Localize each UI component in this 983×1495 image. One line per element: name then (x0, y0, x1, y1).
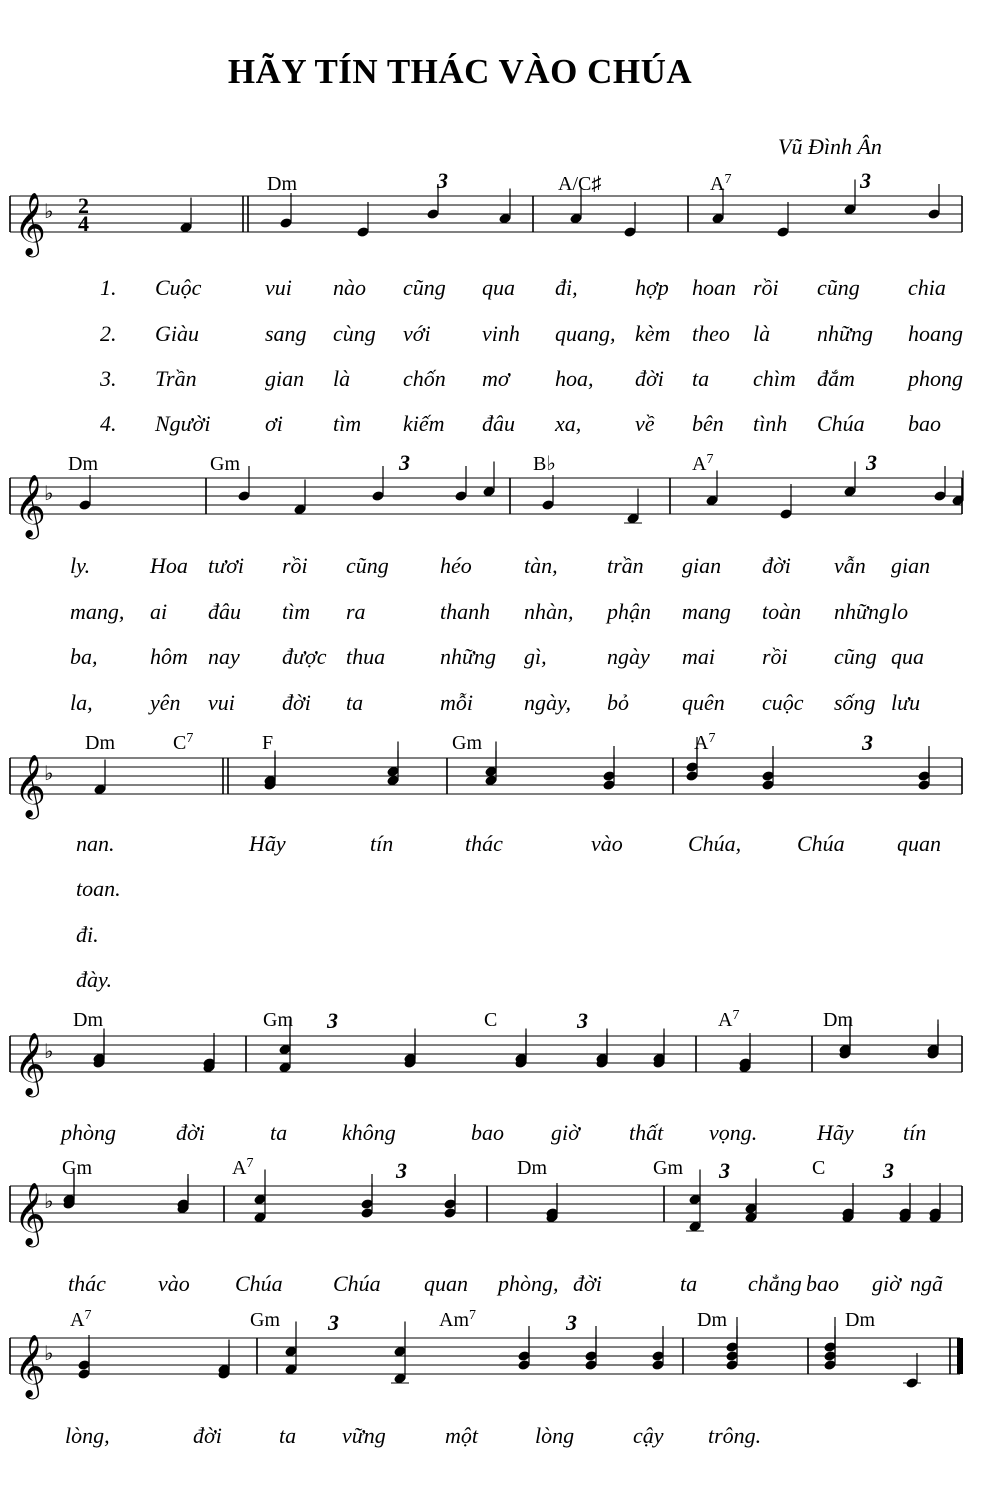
tuplet-number: 3 (866, 450, 877, 475)
lyric-syllable: theo (692, 321, 730, 346)
lyric-syllable: không (342, 1120, 396, 1145)
lyric-syllable: qua (891, 644, 924, 669)
lyric-syllable: đâu (482, 411, 515, 436)
lyric-syllable: chốn (403, 366, 446, 391)
lyric-syllable: tìm (333, 411, 362, 436)
lyric-syllable: giờ (551, 1120, 580, 1145)
lyric-syllable: đi. (76, 922, 99, 947)
lyric-syllable: kèm (635, 321, 671, 346)
chord-symbol: Gm (210, 453, 240, 475)
chord-symbol: Gm (62, 1157, 92, 1179)
lyric-syllable: 4. (100, 411, 117, 436)
lyric-syllable: rồi (753, 275, 779, 300)
staff-system (10, 1020, 962, 1099)
staff-system (10, 180, 962, 259)
lyric-syllable: nay (208, 644, 240, 669)
lyric-syllable: vinh (482, 321, 520, 346)
lyric-syllable: đi, (555, 275, 578, 300)
tuplet-number: 3 (577, 1008, 588, 1033)
lyric-syllable: xa, (555, 411, 582, 436)
lyric-syllable: sống (834, 690, 876, 715)
lyric-syllable: bao (908, 411, 941, 436)
lyric-syllable: giờ (872, 1271, 901, 1296)
lyric-syllable: phòng (61, 1120, 116, 1145)
lyric-syllable: tín (903, 1120, 927, 1145)
lyric-syllable: vui (265, 275, 292, 300)
chord-symbol: Gm (452, 732, 482, 754)
treble-clef: 𝄞 (14, 1032, 46, 1095)
lyric-syllable: ta (680, 1271, 698, 1296)
lyric-syllable: đời (193, 1423, 222, 1448)
lyric-syllable: chia (908, 275, 946, 300)
lyric-syllable: ngã (910, 1271, 943, 1296)
lyric-syllable: Hãy (249, 831, 286, 856)
lyric-syllable: với (403, 321, 431, 346)
lyric-syllable: mang (682, 599, 731, 624)
lyric-syllable: nan. (76, 831, 115, 856)
lyric-syllable: tín (370, 831, 394, 856)
lyric-syllable: Chúa (235, 1271, 283, 1296)
lyric-syllable: tình (753, 411, 788, 436)
lyric-syllable: gian (682, 553, 722, 578)
lyric-syllable: cũng (403, 275, 446, 300)
lyric-syllable: đắm (817, 366, 855, 391)
lyric-syllable: cậy (633, 1423, 664, 1448)
lyric-syllable: đời (176, 1120, 205, 1145)
lyric-syllable: ngày (607, 644, 650, 669)
lyric-syllable: vào (591, 831, 623, 856)
chord-symbol: Dm (517, 1157, 547, 1179)
lyric-syllable: nhàn, (524, 599, 574, 624)
lyric-syllable: ai (150, 599, 168, 624)
tuplet-number: 3 (719, 1158, 730, 1183)
lyric-syllable: la, (70, 690, 93, 715)
chord-symbol: Dm (267, 173, 297, 195)
chord-symbol: Dm (845, 1309, 875, 1331)
lyric-syllable: là (753, 321, 771, 346)
lyric-syllable: rồi (282, 553, 308, 578)
chord-symbol: $A^7$ (692, 452, 714, 475)
tuplet-number: 3 (566, 1310, 577, 1335)
lyric-syllable: vào (158, 1271, 190, 1296)
lyric-syllable: Hoa (150, 553, 188, 578)
lyric-syllable: gian (265, 366, 305, 391)
lyric-syllable: phòng, (498, 1271, 559, 1296)
lyric-syllable: mang, (70, 599, 125, 624)
chord-symbol: $A^7$ (232, 1156, 254, 1179)
chord-symbol: F (262, 732, 274, 754)
lyric-syllable: được (282, 644, 327, 669)
lyric-syllable: bên (692, 411, 724, 436)
lyric-syllable: Trần (155, 366, 197, 391)
composer-name: Vũ Đình Ân (778, 134, 882, 159)
lyric-syllable: Giàu (155, 321, 199, 346)
lyric-syllable: là (333, 366, 351, 391)
lyric-syllable: 3. (100, 366, 117, 391)
chord-symbol: Dm (823, 1009, 853, 1031)
lyric-syllable: quan (897, 831, 941, 856)
lyric-syllable: tàn, (524, 553, 558, 578)
lyric-syllable: ta (279, 1423, 297, 1448)
lyric-syllable: trông. (708, 1423, 762, 1448)
key-flat: ♭ (44, 1039, 54, 1063)
lyric-syllable: đời (762, 553, 791, 578)
chord-symbol: $C^7$ (173, 731, 194, 754)
lyric-syllable: Chúa (333, 1271, 381, 1296)
lyric-syllable: ơi (265, 411, 283, 436)
lyric-syllable: phận (607, 599, 651, 624)
tuplet-number: 3 (437, 168, 448, 193)
lyric-syllable: vui (208, 690, 235, 715)
lyric-syllable: một (445, 1423, 478, 1448)
lyric-syllable: thác (465, 831, 503, 856)
lyric-syllable: ly. (70, 553, 91, 578)
lyric-syllable: ra (346, 599, 366, 624)
lyric-syllable: cũng (817, 275, 860, 300)
lyric-syllable: trần (607, 553, 644, 578)
lyric-syllable: chẳng (748, 1271, 802, 1296)
lyric-syllable: cũng (834, 644, 877, 669)
lyric-syllable: đày. (76, 967, 113, 992)
final-barline (957, 1338, 963, 1374)
lyric-syllable: hoang (908, 321, 963, 346)
lyric-syllable: hợp (635, 275, 669, 300)
lyric-syllable: yên (150, 690, 181, 715)
chord-symbol: Am$^7$ (439, 1308, 476, 1331)
chord-symbol: $A^7$ (710, 172, 732, 195)
chord-symbol: $A^7$ (70, 1308, 92, 1331)
key-flat: ♭ (44, 481, 54, 505)
tuplet-number: 3 (399, 450, 410, 475)
lyric-syllable: quang, (555, 321, 616, 346)
staff-system (10, 462, 965, 541)
lyric-syllable: bao (471, 1120, 504, 1145)
lyric-syllable: những (440, 644, 496, 669)
lyric-syllable: đời (282, 690, 311, 715)
time-sig-bottom: 4 (78, 211, 89, 236)
lyric-syllable: hôm (150, 644, 188, 669)
lyric-syllable: hoan (692, 275, 736, 300)
lyric-syllable: đời (635, 366, 664, 391)
chord-symbol: $A^7$ (718, 1008, 740, 1031)
lyric-syllable: thanh (440, 599, 491, 624)
lyric-syllable: bỏ (607, 690, 629, 715)
time-sig-top: 2 (78, 193, 89, 218)
treble-clef: 𝄞 (14, 474, 46, 537)
lyric-syllable: những (817, 321, 873, 346)
lyric-syllable: mai (682, 644, 715, 669)
chord-symbol: C (484, 1009, 498, 1031)
lyric-syllable: qua (482, 275, 515, 300)
lyric-syllable: Chúa (817, 411, 865, 436)
lyric-syllable: thua (346, 644, 386, 669)
tuplet-number: 3 (862, 730, 873, 755)
chord-symbol: $A^7$ (694, 731, 716, 754)
lyric-syllable: lòng (535, 1423, 575, 1448)
lyric-syllable: gì, (524, 644, 547, 669)
tuplet-number: 3 (860, 168, 871, 193)
lyric-syllable: vẫn (834, 553, 866, 578)
lyric-syllable: bao (806, 1271, 839, 1296)
lyric-syllable: thất (629, 1120, 664, 1145)
treble-clef: 𝄞 (14, 1182, 46, 1245)
lyric-syllable: toan. (76, 876, 121, 901)
chord-symbol: B♭ (533, 453, 556, 475)
chord-symbol: Dm (697, 1309, 727, 1331)
lyric-syllable: nào (333, 275, 366, 300)
lyric-syllable: rồi (762, 644, 788, 669)
lyric-syllable: tươi (208, 553, 244, 578)
song-title: HÃY TÍN THÁC VÀO CHÚA (227, 52, 693, 91)
lyric-syllable: gian (891, 553, 931, 578)
lyric-syllable: tìm (282, 599, 311, 624)
lyric-syllable: mơ (482, 366, 510, 391)
lyric-syllable: lo (891, 599, 909, 624)
lyric-syllable: lòng, (65, 1423, 110, 1448)
key-flat: ♭ (44, 1341, 54, 1365)
lyric-syllable: mỗi (440, 690, 473, 715)
lyric-syllable: ngày, (524, 690, 572, 715)
lyric-syllable: phong (908, 366, 963, 391)
lyric-syllable: 2. (100, 321, 117, 346)
lyric-syllable: ta (270, 1120, 288, 1145)
lyric-syllable: đâu (208, 599, 241, 624)
lyric-syllable: vọng. (709, 1120, 758, 1145)
lyric-syllable: quan (424, 1271, 468, 1296)
staff-system (10, 1170, 962, 1249)
lyric-syllable: về (635, 411, 655, 436)
lyric-syllable: những (834, 599, 890, 624)
lyric-syllable: Người (155, 411, 211, 436)
lyric-syllable: đời (573, 1271, 602, 1296)
lyric-syllable: Cuộc (155, 275, 202, 300)
staff-system (10, 1317, 963, 1400)
lyric-syllable: Chúa (797, 831, 845, 856)
lyric-syllable: cuộc (762, 690, 804, 715)
lyric-syllable: ta (346, 690, 364, 715)
treble-clef: 𝄞 (14, 1334, 46, 1397)
tuplet-number: 3 (328, 1310, 339, 1335)
chord-symbol: Dm (85, 732, 115, 754)
lyric-syllable: toàn (762, 599, 802, 624)
key-flat: ♭ (44, 761, 54, 785)
chord-symbol: Gm (653, 1157, 683, 1179)
lyric-syllable: cũng (346, 553, 389, 578)
tuplet-number: 3 (883, 1158, 894, 1183)
chord-symbol: Gm (263, 1009, 293, 1031)
treble-clef: 𝄞 (14, 754, 46, 817)
key-flat: ♭ (44, 199, 54, 223)
lyric-syllable: kiếm (403, 411, 445, 436)
lyric-syllable: Chúa, (688, 831, 742, 856)
chord-symbol: Dm (73, 1009, 103, 1031)
lyric-syllable: ta (692, 366, 710, 391)
chord-symbol: A/C♯ (558, 173, 602, 195)
lyric-syllable: chìm (753, 366, 796, 391)
chord-symbol: Dm (68, 453, 98, 475)
lyric-syllable: thác (68, 1271, 106, 1296)
lyric-syllable: cùng (333, 321, 376, 346)
lyric-syllable: ba, (70, 644, 98, 669)
chord-symbol: Gm (250, 1309, 280, 1331)
tuplet-number: 3 (396, 1158, 407, 1183)
lyric-syllable: hoa, (555, 366, 594, 391)
lyric-syllable: 1. (100, 275, 117, 300)
key-flat: ♭ (44, 1189, 54, 1213)
lyric-syllable: héo (440, 553, 472, 578)
chord-symbol: C (812, 1157, 826, 1179)
lyric-syllable: quên (682, 690, 725, 715)
lyric-syllable: vững (342, 1423, 386, 1448)
lyric-syllable: lưu (891, 690, 921, 715)
treble-clef: 𝄞 (14, 192, 46, 255)
tuplet-number: 3 (327, 1008, 338, 1033)
lyric-syllable: sang (265, 321, 307, 346)
staff-system (10, 737, 962, 820)
lyric-syllable: Hãy (817, 1120, 854, 1145)
